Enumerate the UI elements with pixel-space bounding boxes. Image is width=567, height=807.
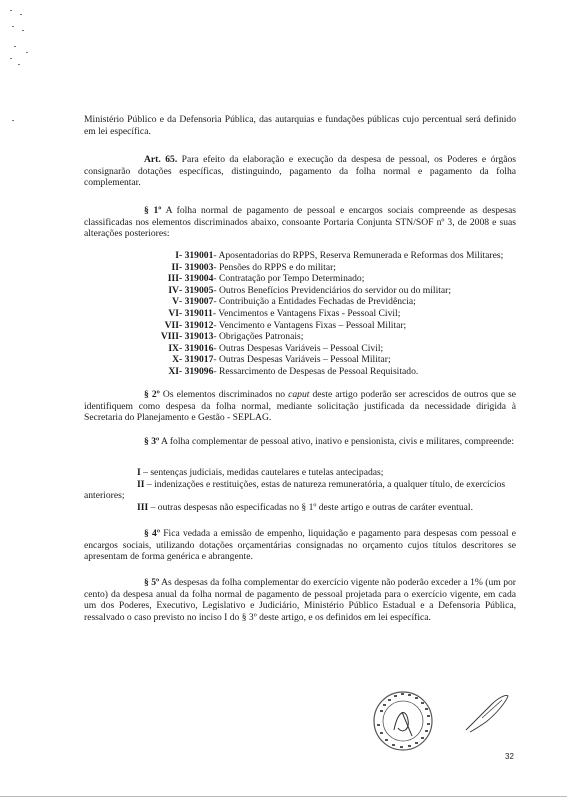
page-number: 32 <box>505 752 514 761</box>
paragraph-text: Fica vedada a emissão de empenho, liquidação e pagamento para despesas com pessoal e encargos sociais, utilizando dotações orçamentárias consignadas no orçamento cujos títulos descritores se apresentam de forma genérica e abrangente. <box>84 528 516 563</box>
paragraph-label: § 1º <box>144 205 162 216</box>
subitem: II – indenizações e restituições, estas de natureza remuneratória, a qualquer título, de exercícios anteriores; <box>84 478 506 502</box>
list-item: VII - 319012 - Vencimento e Vantagens Fixas – Pessoal Militar; <box>164 319 407 331</box>
handwritten-signature <box>462 692 512 734</box>
continuation-paragraph <box>84 114 516 137</box>
paragraph-text: As despesas da folha complementar do exercício vigente não poderão exceder a 1% (um por cento) da despesa anual da folha normal de pagamento de pessoal projetada para o exercício vigente, em cada um dos Poderes, Executivo, Legislativo e Judiciário, Ministério Público Estadual e a Defensoria Pública, ressalvado o caso previsto no inciso I do § 3º deste artigo, e os definidos em lei específica. <box>84 577 516 623</box>
official-seal-stamp <box>372 690 434 752</box>
paragraph-2: § 2º Os elementos discriminados no caput deste artigo poderão ser acrescidos de outros que se identifiquem como despesa da folha normal, mediante solicitação justificada da necessidade dirigida à Secretaria do Planejamento e Gestão - SEPLAG. <box>84 389 516 424</box>
scan-specks <box>8 8 38 138</box>
list-item: VI - 319011 - Vencimentos e Vantagens Fixas - Pessoal Civil; <box>168 307 401 319</box>
bottom-edge-line <box>0 796 567 797</box>
article-label: Art. 65. <box>144 154 178 165</box>
list-item: IV - 319005 - Outros Benefícios Previdenciários do servidor ou do militar; <box>168 284 452 296</box>
paragraph-label: § 2º <box>144 389 160 400</box>
article-text: Para efeito da elaboração e execução da despesa de pessoal, os Poderes e órgãos consignarão dotações específicas, distinguindo, pagamento da folha normal e pagamento da folha complementar. <box>84 154 516 189</box>
paragraph-text: A folha complementar de pessoal ativo, inativo e pensionista, civis e militares, compreende: <box>159 436 515 447</box>
paragraph-1 <box>84 205 516 240</box>
continuation-text: Ministério Público e da Defensoria Pública, das autarquias e fundações públicas cujo percentual será definido em lei específica. <box>84 114 516 137</box>
list-item: XI - 319096 - Ressarcimento de Despesas de Pessoal Requisitado. <box>168 365 419 377</box>
subitems-list <box>84 467 516 513</box>
paragraph-label: § 3º <box>144 436 160 447</box>
subitem: I – sentenças judiciais, medidas cautelares e tutelas antecipadas; <box>137 467 384 478</box>
list-item: X - 319017 - Outras Despesas Variáveis – Pessoal Militar; <box>172 354 391 366</box>
elements-list <box>84 250 524 378</box>
list-item: II - 319003 - Pensões do RPPS e do militar; <box>171 261 336 273</box>
paragraph-text: A folha normal de pagamento de pessoal e encargos sociais compreende as despesas classificadas nos elementos discriminados abaixo, consoante Portaria Conjunta STN/SOF nº 3, de 2008 e suas alterações posteriores: <box>84 205 516 240</box>
list-item: IX - 319016 - Outras Despesas Variáveis – Pessoal Civil; <box>168 342 384 354</box>
paragraph-4 <box>84 528 516 563</box>
caput-term: caput <box>288 389 310 400</box>
article-65 <box>84 154 516 189</box>
list-item: III - 319004 - Contratação por Tempo Determinado; <box>167 273 365 285</box>
paragraph-3 <box>84 436 516 448</box>
list-item: V - 319007 - Contribuição a Entidades Fechadas de Previdência; <box>172 296 416 308</box>
paragraph-label: § 4º <box>144 528 160 539</box>
subitem: III – outras despesas não especificadas no § 1º deste artigo e outras de caráter eventual. <box>137 501 473 513</box>
paragraph-label: § 5º <box>144 577 160 588</box>
list-item: I - 319001 - Aposentadorias do RPPS, Reserva Remunerada e Reformas dos Militares; <box>175 250 504 261</box>
list-item: VIII - 319013 - Obrigações Patronais; <box>160 331 304 343</box>
paragraph-5 <box>84 577 516 623</box>
